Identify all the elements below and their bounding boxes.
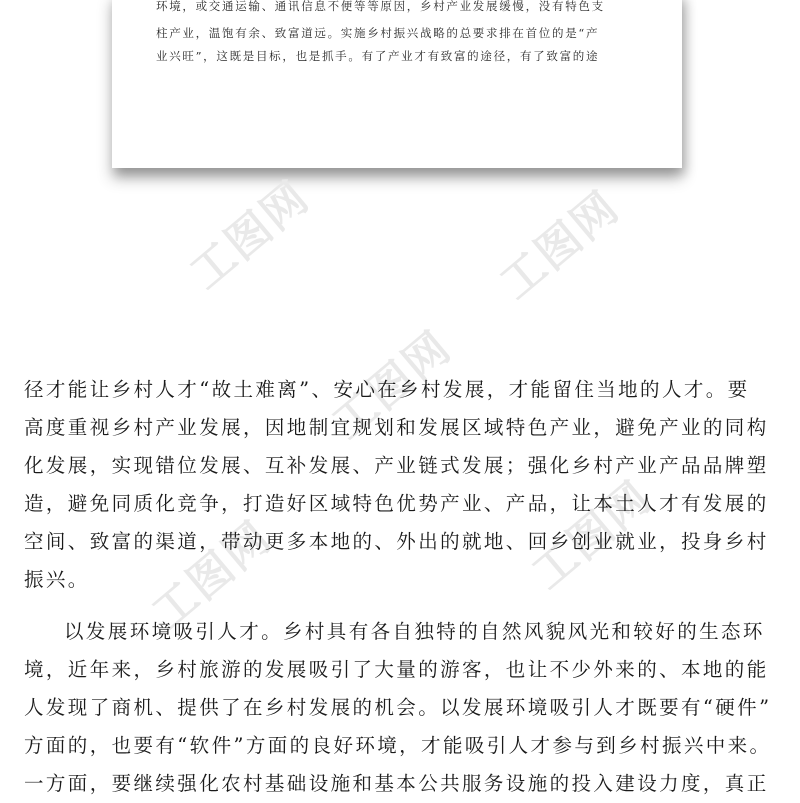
document-page-card	[112, 0, 682, 168]
document-body	[24, 371, 784, 803]
body-text-line: 以发展环境吸引人才。乡村具有各自独特的自然风貌风光和较好的生态环	[64, 620, 765, 643]
watermark: 工图网	[322, 321, 462, 450]
body-text-line: 化发展，实现错位发展、互补发展、产业链式发展；强化乡村产业产品品牌塑	[24, 454, 769, 477]
body-text-line: 振兴。	[24, 568, 90, 591]
card-text-line: 业兴旺”，这既是目标，也是抓手。有了产业才有致富的途径，有了致富的途	[156, 49, 600, 63]
watermark: 工图网	[490, 181, 630, 310]
card-text-line: 柱产业，温饱有余、致富道远。实施乡村振兴战略的总要求排在首位的是“产	[156, 26, 600, 40]
body-text-line: 空间、致富的渠道，带动更多本地的、外出的就地、回乡创业就业，投身乡村	[24, 530, 769, 553]
watermark: 工图网	[180, 171, 320, 300]
watermark: 工图网	[142, 511, 282, 640]
body-text-line: 一方面，要继续强化农村基础设施和基本公共服务设施的投入建设力度，真正	[24, 772, 769, 795]
body-text-line: 方面的，也要有“软件”方面的良好环境，才能吸引人才参与到乡村振兴中来。	[24, 734, 772, 757]
paragraph-spacer	[24, 599, 784, 613]
card-text-line: 环境，或交通运输、通讯信息不便等等原因，乡村产业发展缓慢，没有特色支	[156, 0, 605, 13]
watermark: 工图网	[522, 471, 662, 600]
body-text-line: 造，避免同质化竞争，打造好区域特色优势产业、产品，让本土人才有发展的	[24, 492, 769, 515]
body-text-line: 径才能让乡村人才“故土难离”、安心在乡村发展，才能留住当地的人才。要	[24, 378, 750, 401]
body-text-line: 高度重视乡村产业发展，因地制宜规划和发展区域特色产业，避免产业的同构	[24, 416, 769, 439]
body-text-line: 境，近年来，乡村旅游的发展吸引了大量的游客，也让不少外来的、本地的能	[24, 658, 769, 681]
body-text-line: 人发现了商机、提供了在乡村发展的机会。以发展环境吸引人才既要有“硬件”	[24, 696, 772, 719]
